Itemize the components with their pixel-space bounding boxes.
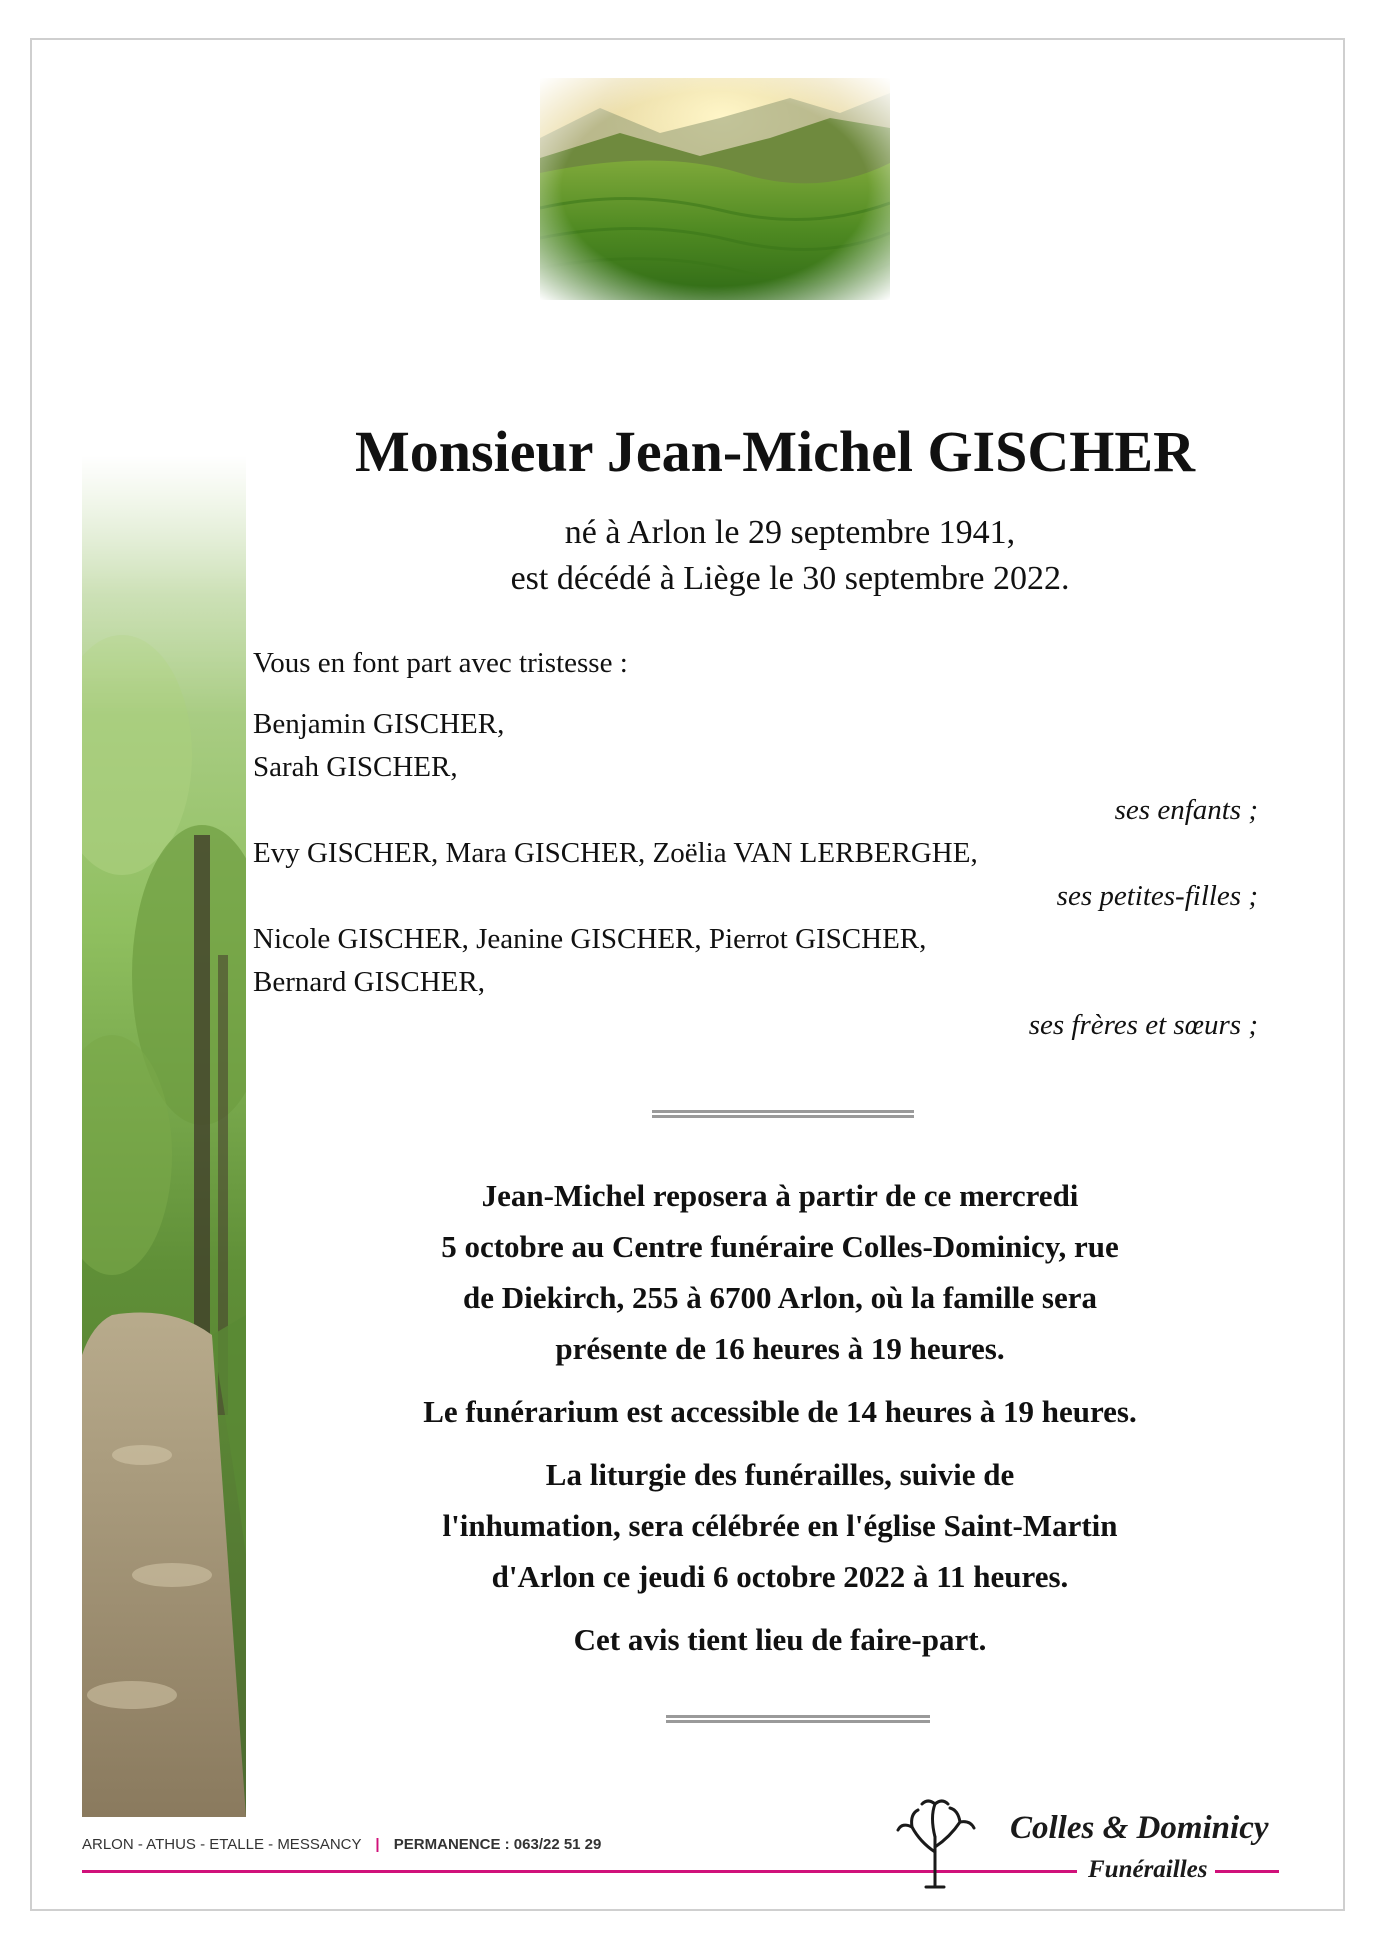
info-line: d'Arlon ce jeudi 6 octobre 2022 à 11 heures.: [491, 1559, 1069, 1594]
life-dates: [400, 510, 1180, 602]
forest-path-photo: [82, 455, 246, 1817]
family-member-line: Benjamin GISCHER,: [253, 708, 505, 740]
family-role: ses frères et sœurs ;: [1028, 1009, 1258, 1041]
info-line: Jean-Michel reposera à partir de ce mercredi: [481, 1178, 1079, 1213]
footer-contact: [82, 1836, 601, 1853]
info-line: Cet avis tient lieu de faire-part.: [573, 1622, 987, 1657]
info-paragraph: [340, 1386, 1220, 1437]
family-role: ses petites-filles ;: [1056, 880, 1258, 912]
deceased-name: Monsieur Jean-Michel GISCHER: [355, 419, 1195, 484]
info-paragraph: [340, 1614, 1220, 1665]
info-paragraph: [340, 1449, 1220, 1602]
tree-logo-icon: [890, 1792, 980, 1892]
company-subtitle: Funérailles: [1080, 1856, 1215, 1884]
family-member-line: Evy GISCHER, Mara GISCHER, Zoëlia VAN LERBERGHE,: [253, 837, 978, 869]
death-line: est décédé à Liège le 30 septembre 2022.: [510, 560, 1070, 597]
separator: [652, 1110, 914, 1118]
funeral-info: [340, 1170, 1220, 1677]
company-name: Colles & Dominicy: [1010, 1810, 1269, 1846]
info-paragraph: [340, 1170, 1220, 1374]
info-line: La liturgie des funérailles, suivie de: [545, 1457, 1015, 1492]
family-role: ses enfants ;: [1114, 794, 1258, 826]
info-line: l'inhumation, sera célébrée en l'église Saint-Martin: [442, 1508, 1118, 1543]
family-member-line: Sarah GISCHER,: [253, 751, 458, 783]
family-member-line: Nicole GISCHER, Jeanine GISCHER, Pierrot GISCHER,: [253, 923, 927, 955]
info-line: Le funérarium est accessible de 14 heures à 19 heures.: [423, 1394, 1137, 1429]
info-line: 5 octobre au Centre funéraire Colles-Dominicy, rue: [441, 1229, 1119, 1264]
footer-permanence: PERMANENCE : 063/22 51 29: [393, 1836, 602, 1853]
info-line: présente de 16 heures à 19 heures.: [555, 1331, 1005, 1366]
separator: [666, 1715, 930, 1723]
info-line: de Diekirch, 255 à 6700 Arlon, où la famille sera: [462, 1280, 1098, 1315]
footer-locations: ARLON - ATHUS - ETALLE - MESSANCY: [82, 1836, 362, 1853]
announcement-line: Vous en font part avec tristesse :: [253, 647, 628, 679]
landscape-photo: [540, 78, 890, 300]
family-member-line: Bernard GISCHER,: [253, 966, 485, 998]
birth-line: né à Arlon le 29 septembre 1941,: [564, 514, 1016, 551]
footer-divider: |: [375, 1836, 380, 1853]
family-list: [253, 703, 1258, 1047]
